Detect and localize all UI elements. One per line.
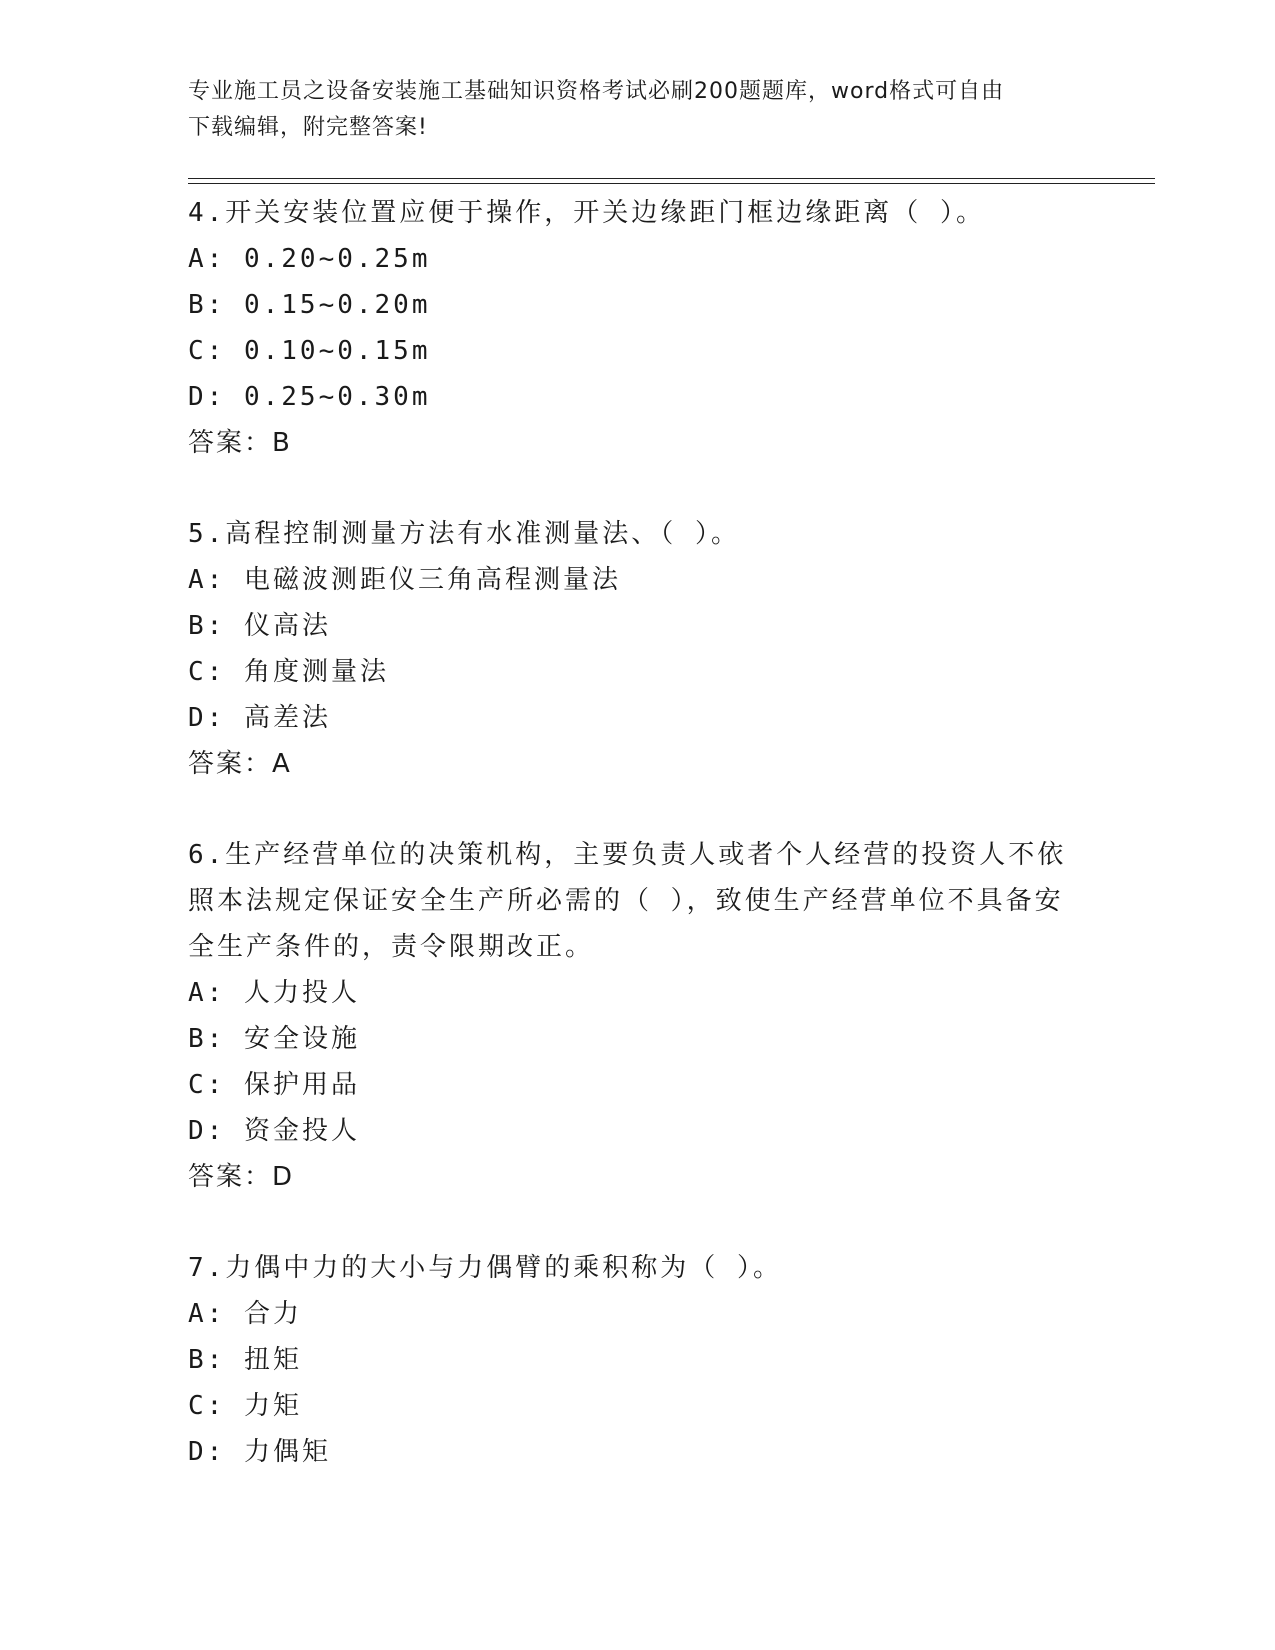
option-c: C: 角度测量法 — [188, 657, 389, 687]
option-d: D: 0.25~0.30m — [188, 382, 431, 412]
header-divider-bottom — [188, 183, 1155, 184]
option-a: A: 合力 — [188, 1299, 302, 1329]
question-4 — [188, 190, 1088, 466]
option-d: D: 资金投人 — [188, 1116, 360, 1146]
option-c: C: 0.10~0.15m — [188, 336, 431, 366]
option-a: A: 0.20~0.25m — [188, 244, 431, 274]
answer-label: 答案：D — [188, 1162, 295, 1192]
question-stem: 7.力偶中力的大小与力偶臂的乘积称为（ ）。 — [188, 1253, 782, 1283]
question-stem: 6.生产经营单位的决策机构，主要负责人或者个人经营的投资人不依照本法规定保证安全生产所必需的（ ），致使生产经营单位不具备安全生产条件的，责令限期改正。 — [188, 840, 1067, 962]
option-a: A: 电磁波测距仪三角高程测量法 — [188, 565, 621, 595]
option-d: D: 力偶矩 — [188, 1437, 331, 1467]
option-c: C: 保护用品 — [188, 1070, 360, 1100]
option-b: B: 安全设施 — [188, 1024, 360, 1054]
header-line-1: 专业施工员之设备安装施工基础知识资格考试必刷200题题库，word格式可自由 — [188, 79, 1005, 104]
header-line-2: 下载编辑，附完整答案! — [188, 115, 428, 140]
answer-label: 答案：A — [188, 749, 292, 779]
question-list — [188, 190, 1088, 1475]
option-a: A: 人力投人 — [188, 978, 360, 1008]
question-spacer — [188, 787, 1088, 832]
question-6 — [188, 832, 1088, 1200]
header-divider-top — [188, 178, 1155, 179]
question-spacer — [188, 466, 1088, 511]
question-stem: 5.高程控制测量方法有水准测量法、（ ）。 — [188, 519, 740, 549]
question-7 — [188, 1245, 1088, 1475]
option-b: B: 0.15~0.20m — [188, 290, 431, 320]
document-header — [188, 74, 1068, 146]
question-stem: 4.开关安装位置应便于操作，开关边缘距门框边缘距离（ ）。 — [188, 198, 985, 228]
question-spacer — [188, 1200, 1088, 1245]
option-b: B: 仪高法 — [188, 611, 331, 641]
option-c: C: 力矩 — [188, 1391, 302, 1421]
answer-label: 答案：B — [188, 428, 292, 458]
option-d: D: 高差法 — [188, 703, 331, 733]
question-5 — [188, 511, 1088, 787]
option-b: B: 扭矩 — [188, 1345, 302, 1375]
